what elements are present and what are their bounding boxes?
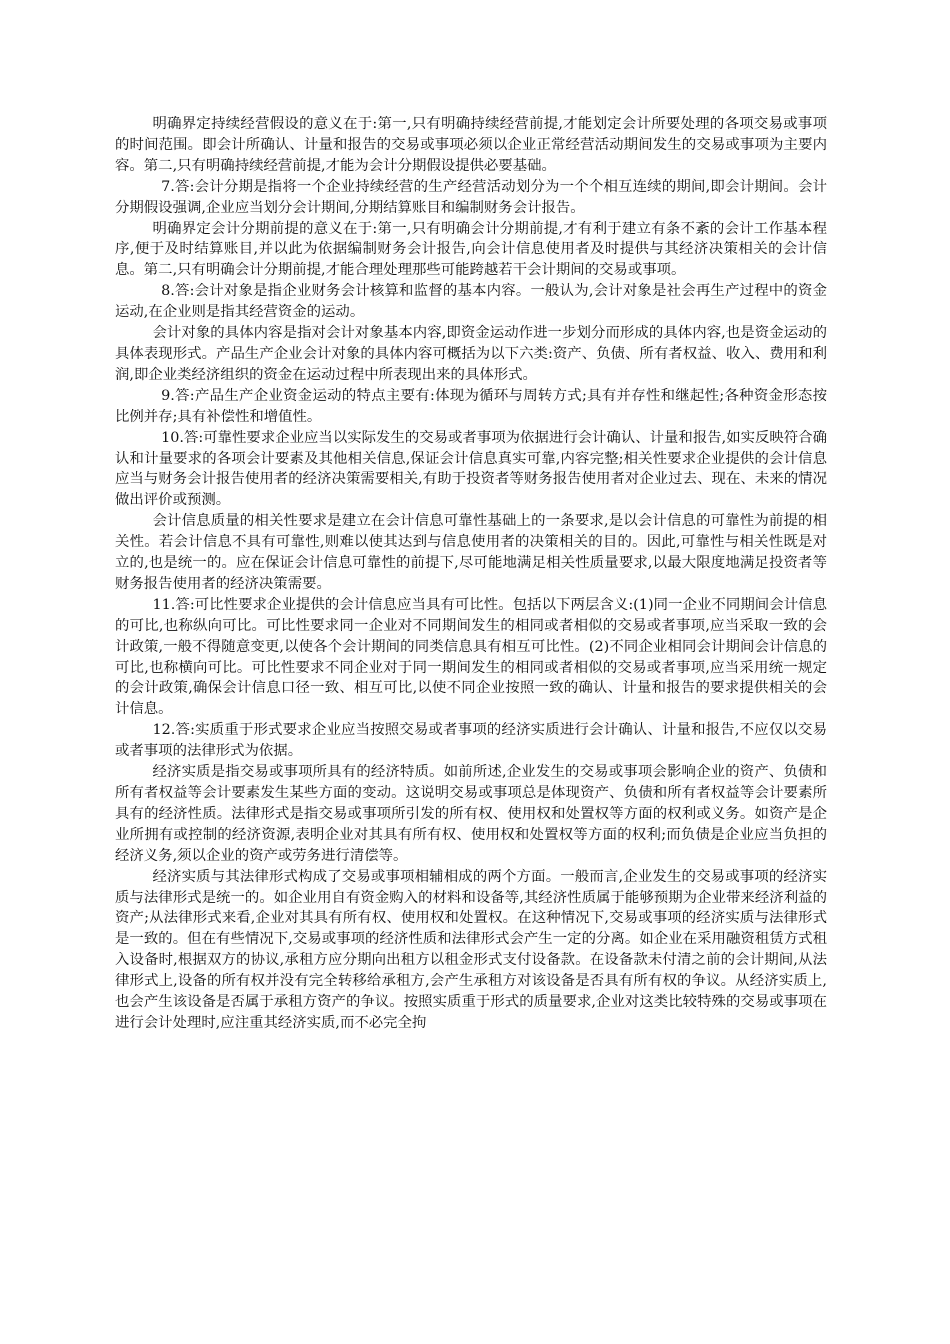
paragraph-accounting-object-content: 会计对象的具体内容是指对会计对象基本内容,即资金运动作进一步划分而形成的具体内容,也是资金运动的具体表现形式。产品生产企业会计对象的具体内容可概括为以下六类:资产、负债、所有者权益、收入、费用和利润,即企业类经济组织的资金在运动过程中所表现出来的具体形式。 xyxy=(115,325,827,383)
answer-7: 7.答:会计分期是指将一个企业持续经营的生产经营活动划分为一个个相互连续的期间,即会计期间。会计分期假设强调,企业应当划分会计期间,分期结算账目和编制财务会计报告。 xyxy=(115,178,827,216)
paragraph-substance-vs-form: 经济实质与其法律形式构成了交易或事项相辅相成的两个方面。一般而言,企业发生的交易或事项的经济实质与法律形式是统一的。如企业用自有资金购入的材料和设备等,其经济性质属于能够预期为企业带来经济利益的资产;从法律形式来看,企业对其具有所有权、使用权和处置权。在这种情况下,交易或事项的经济实质与法律形式是一致的。但在有些情况下,交易或事项的经济性质和法律形式会产生一定的分离。如企业在采用融资租赁方式租入设备时,根据双方的协议,承租方应分期向出租方以租金形式支付设备款。在设备款未付清之前的会计期间,从法律形式上,设备的所有权并没有完全转移给承租方,会产生承租方对该设备是否具有所有权的争议。从经济实质上,也会产生该设备是否属于承租方资产的争议。按照实质重于形式的质量要求,企业对这类比较特殊的交易或事项在进行会计处理时,应注重其经济实质,而不必完全拘 xyxy=(115,868,827,1031)
answer-12: 12.答:实质重于形式要求企业应当按照交易或者事项的经济实质进行会计确认、计量和报告,不应仅以交易或者事项的法律形式为依据。 xyxy=(115,722,827,760)
answer-11: 11.答:可比性要求企业提供的会计信息应当具有可比性。包括以下两层含义:(1)同一企业不同期间会计信息的可比,也称纵向可比。可比性要求同一企业对不同期间发生的相同或者相似的交易或者事项,应当采取一致的会计政策,一般不得随意变更,以使各个会计期间的同类信息具有相互可比性。(2)不同企业相同会计期间会计信息的可比,也称横向可比。可比性要求不同企业对于同一期间发生的相同或者相似的交易或者事项,应当采用统一规定的会计政策,确保会计信息口径一致、相互可比,以使不同企业按照一致的确认、计量和报告的要求提供相关的会计信息。 xyxy=(115,596,827,718)
answer-9: 9.答:产品生产企业资金运动的特点主要有:体现为循环与周转方式;具有并存性和继起性;各种资金形态按比例并存;具有补偿性和增值性。 xyxy=(115,387,827,425)
answer-10: 10.答:可靠性要求企业应当以实际发生的交易或者事项为依据进行会计确认、计量和报告,如实反映符合确认和计量要求的各项会计要素及其他相关信息,保证会计信息真实可靠,内容完整;相关性要求企业提供的会计信息应当与财务会计报告使用者的经济决策需要相关,有助于投资者等财务报告使用者对企业过去、现在、未来的情况做出评价或预测。 xyxy=(115,429,827,509)
answer-8: 8.答:会计对象是指企业财务会计核算和监督的基本内容。一般认为,会计对象是社会再生产过程中的资金运动,在企业则是指其经营资金的运动。 xyxy=(115,283,827,321)
paragraph-relevance-reliability: 会计信息质量的相关性要求是建立在会计信息可靠性基础上的一条要求,是以会计信息的可靠性为前提的相关性。若会计信息不具有可靠性,则难以使其达到与信息使用者的决策相关的目的。因此,可靠性与相关性既是对立的,也是统一的。应在保证会计信息可靠性的前提下,尽可能地满足相关性质量要求,以最大限度地满足投资者等财务报告使用者的经济决策需要。 xyxy=(115,513,827,592)
paragraph-period-significance: 明确界定会计分期前提的意义在于:第一,只有明确会计分期前提,才有利于建立有条不紊的会计工作基本程序,便于及时结算账目,并以此为依据编制财务会计报告,向会计信息使用者及时提供与其经济决策相关的会计信息。第二,只有明确会计分期前提,才能合理处理那些可能跨越若干会计期间的交易或事项。 xyxy=(115,220,827,279)
paragraph-going-concern-significance: 明确界定持续经营假设的意义在于:第一,只有明确持续经营前提,才能划定会计所要处理的各项交易或事项的时间范围。即会计所确认、计量和报告的交易或事项必须以企业正常经营活动期间发生的交易或事项为主要内容。第二,只有明确持续经营前提,才能为会计分期假设提供必要基础。 xyxy=(115,116,827,174)
paragraph-economic-substance: 经济实质是指交易或事项所具有的经济特质。如前所述,企业发生的交易或事项会影响企业的资产、负债和所有者权益等会计要素发生某些方面的变动。这说明交易或事项总是体现资产、负债和所有者权益等会计要素所具有的经济性质。法律形式是指交易或事项所引发的所有权、使用权和处置权等方面的权利或义务。如资产是企业所拥有或控制的经济资源,表明企业对其具有所有权、使用权和处置权等方面的权利;而负债是企业应当负担的经济义务,须以企业的资产或劳务进行清偿等。 xyxy=(115,764,827,864)
document-page xyxy=(115,114,827,1034)
